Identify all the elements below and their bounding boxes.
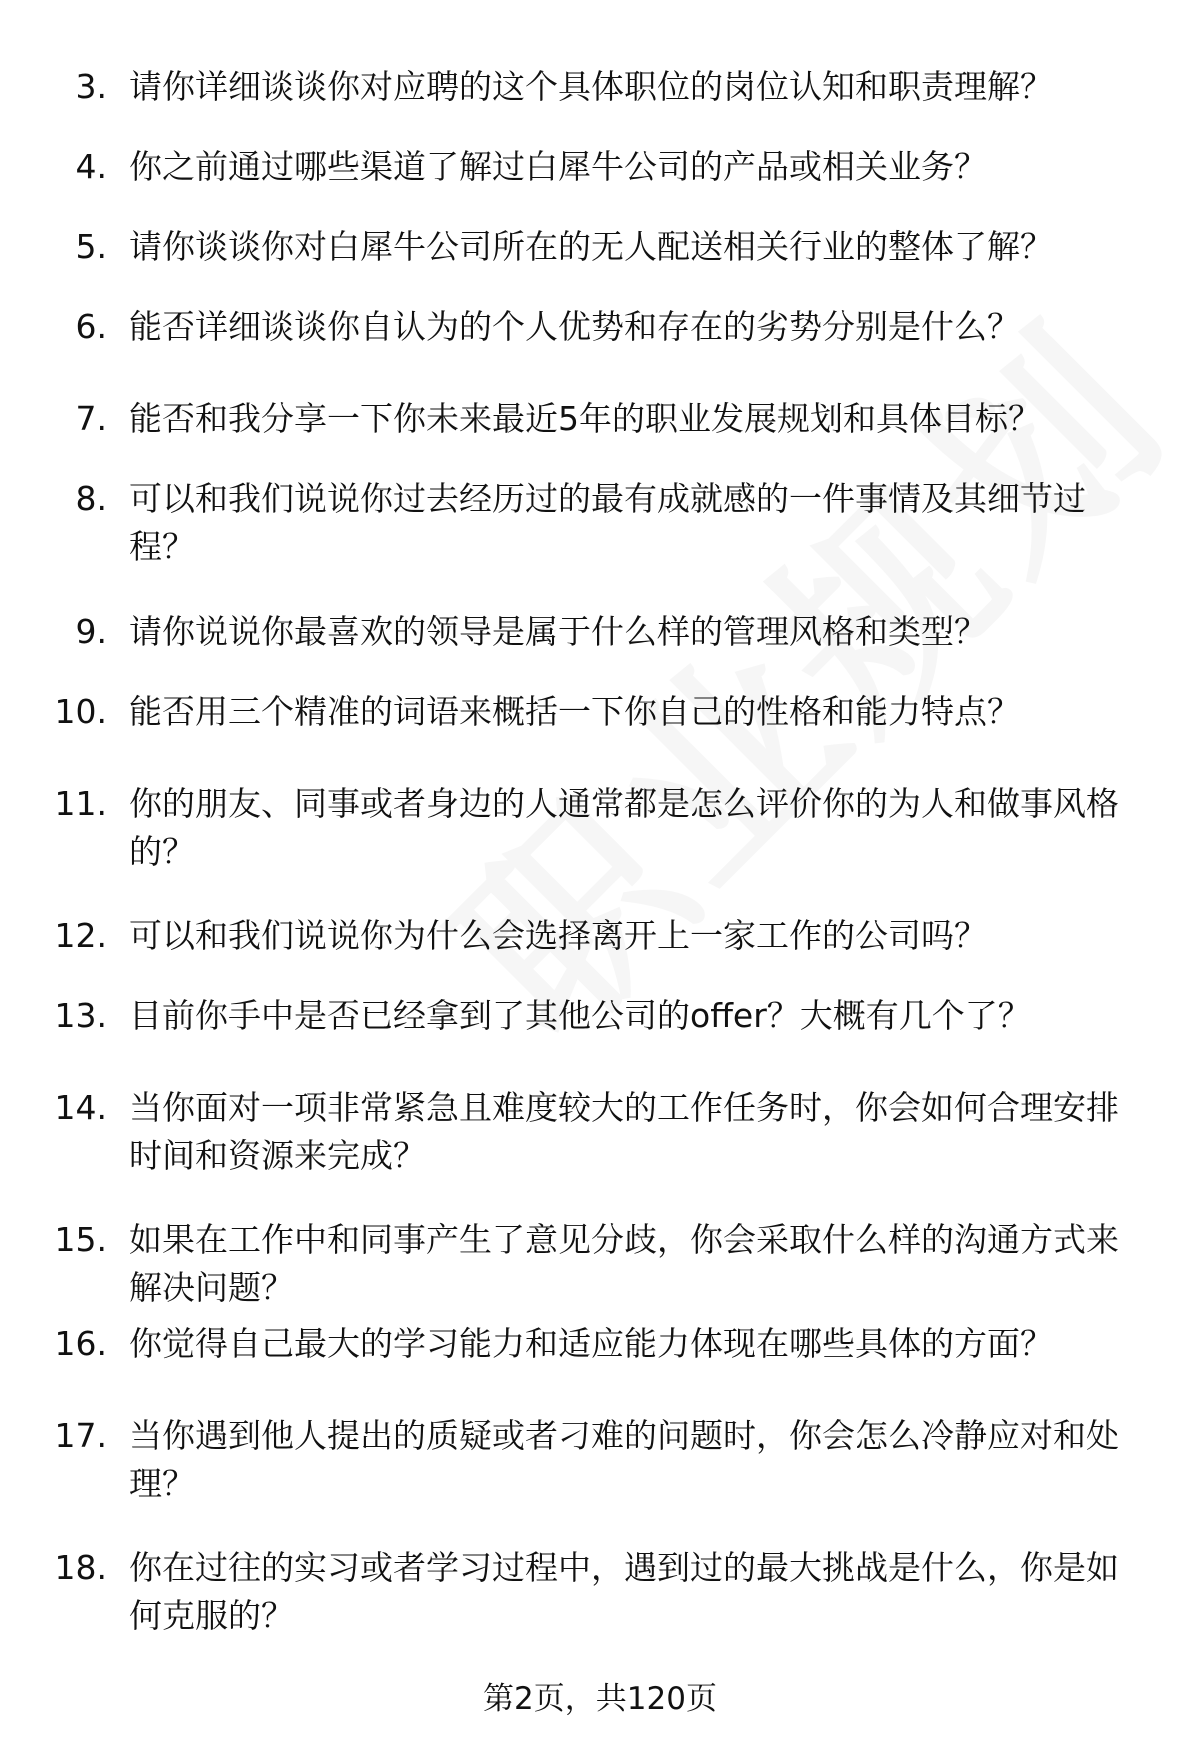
question-text: 你之前通过哪些渠道了解过白犀牛公司的产品或相关业务？	[129, 147, 987, 186]
question-number: 13.	[54, 996, 107, 1035]
question-text: 请你详细谈谈你对应聘的这个具体职位的岗位认知和职责理解？	[129, 67, 1053, 106]
question-number: 17.	[54, 1416, 107, 1455]
question-number: 11.	[54, 784, 107, 823]
question-number: 5.	[75, 227, 107, 266]
question-text: 可以和我们说说你为什么会选择离开上一家工作的公司吗？	[129, 916, 987, 955]
question-text: 你觉得自己最大的学习能力和适应能力体现在哪些具体的方面？	[129, 1324, 1053, 1363]
question-number: 4.	[75, 147, 107, 186]
question-text: 目前你手中是否已经拿到了其他公司的offer？大概有几个了？	[129, 996, 1031, 1035]
question-number: 7.	[75, 399, 107, 438]
question-text: 能否详细谈谈你自认为的个人优势和存在的劣势分别是什么？	[129, 307, 1020, 346]
question-number: 16.	[54, 1324, 107, 1363]
question-number: 10.	[54, 692, 107, 731]
question-text: 能否用三个精准的词语来概括一下你自己的性格和能力特点？	[129, 692, 1020, 731]
question-number: 14.	[54, 1088, 107, 1127]
question-number: 6.	[75, 307, 107, 346]
question-number: 12.	[54, 916, 107, 955]
page-footer: 第2页，共120页	[483, 1681, 717, 1717]
question-text: 请你谈谈你对白犀牛公司所在的无人配送相关行业的整体了解？	[129, 227, 1053, 266]
question-number: 15.	[54, 1220, 107, 1259]
watermark	[382, 253, 1200, 1089]
question-text: 请你说说你最喜欢的领导是属于什么样的管理风格和类型？	[129, 612, 987, 651]
question-number: 9.	[75, 612, 107, 651]
question-number: 18.	[54, 1548, 107, 1587]
question-text: 可以和我们说说你过去经历过的最有成就感的一件事情及其细节过程？	[129, 479, 1086, 566]
question-text: 你的朋友、同事或者身边的人通常都是怎么评价你的为人和做事风格的？	[129, 784, 1119, 871]
question-text: 能否和我分享一下你未来最近5年的职业发展规划和具体目标？	[129, 399, 1041, 438]
question-number: 8.	[75, 479, 107, 518]
question-number: 3.	[75, 67, 107, 106]
question-text: 如果在工作中和同事产生了意见分歧，你会采取什么样的沟通方式来解决问题？	[129, 1220, 1119, 1307]
question-text: 当你面对一项非常紧急且难度较大的工作任务时，你会如何合理安排时间和资源来完成？	[129, 1088, 1119, 1175]
question-text: 当你遇到他人提出的质疑或者刁难的问题时，你会怎么冷静应对和处理？	[129, 1416, 1119, 1503]
question-text: 你在过往的实习或者学习过程中，遇到过的最大挑战是什么，你是如何克服的？	[129, 1548, 1119, 1635]
